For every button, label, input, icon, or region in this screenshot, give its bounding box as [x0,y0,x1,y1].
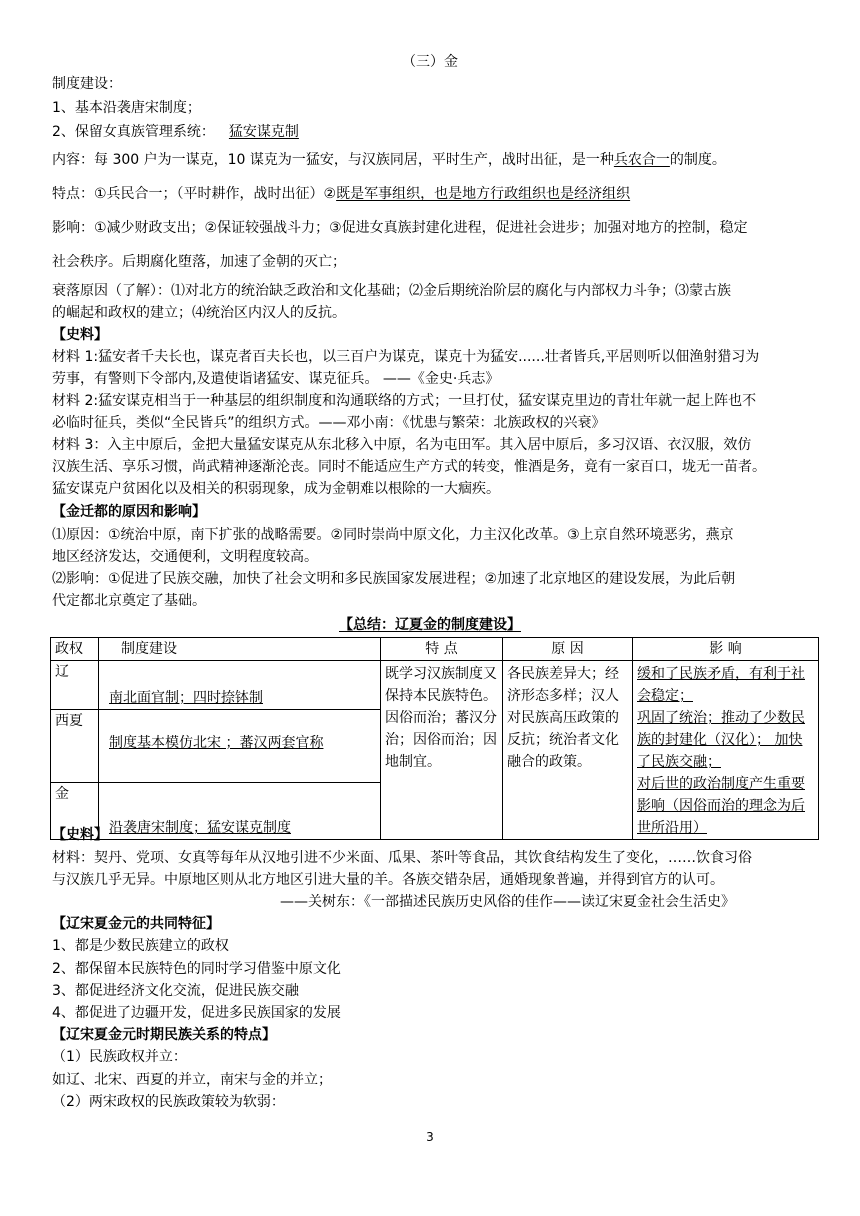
header-cell: 政权 [51,638,99,661]
table-row [51,661,819,710]
text-line: 2、都保留本民族特色的同时学习借鉴中原文化 [52,961,341,977]
text-span: 2、保留女真族管理系统： [52,124,215,140]
text-line: 猛安谋克户贫困化以及相关的积弱现象，成为金朝难以根除的一大痼疾。 [52,481,500,497]
text-line: 劳事，有警则下令部内,及遣使诣诸猛安、谋克征兵。 ——《金史·兵志》 [52,371,500,387]
regime-cell: 金 [51,782,99,839]
impact-text: 对后世的政治制度产生重要影响（因俗而治的理念为后世所沿用） [637,776,805,836]
header-cell: 影 响 [633,638,819,661]
text-line: 材料 3：入主中原后，金把大量猛安谋克从东北移入中原，名为屯田军。其入居中原后，多习汉语、衣汉服，效仿 [52,437,752,453]
text-line: 社会秩序。后期腐化堕落，加速了金朝的灭亡； [52,254,346,270]
text-line: 的崛起和政权的建立；⑷统治区内汉人的反抗。 [52,305,346,321]
key-term: 既是军事组织，也是地方行政组织也是经济组织 [336,186,631,202]
text-span: 内容：每 300 户为一谋克，10 谋克为一猛安，与汉族同居，平时生产，战时出征，是一种 [52,152,614,168]
table-header-row [51,638,819,661]
text-line: 衰落原因（了解）：⑴对北方的统治缺乏政治和文化基础；⑵金后期统治阶层的腐化与内部权力斗争；⑶蒙古族 [52,283,731,299]
text-line: 1、基本沿袭唐宋制度； [52,100,201,116]
system-text: 南北面官制；四时捺钵制 [109,689,263,706]
regime-cell: 西夏 [51,709,99,782]
key-term: 兵农合一 [613,152,670,168]
impact-text: 巩固了统治；推动了少数民族的封建化（汉化）； 加快了民族交融； [637,710,805,770]
text-line: 3、都促进经济文化交流，促进民族交融 [52,983,299,999]
text-line: 材料：契丹、党项、女真等每年从汉地引进不少米面、瓜果、茶叶等食品，其饮食结构发生了变化，……饮食习俗 [52,850,752,866]
text-line: 影响：①减少财政支出；②保证较强战斗力；③促进女真族封建化进程，促进社会进步；加强对地方的控制，稳定 [52,220,748,236]
text-line [52,122,812,142]
regime-cell: 辽 [51,661,99,710]
impact-cell [633,661,819,840]
system-cell [99,661,381,710]
text-line: （2）两宋政权的民族政策较为软弱： [52,1094,285,1110]
page-number: 3 [426,1130,434,1144]
summary-table [50,637,819,840]
header-cell: 特 点 [381,638,503,661]
text-line: 代定都北京奠定了基础。 [52,593,206,609]
header-cell: 制度建设 [99,638,381,661]
text-line: （1）民族政权并立： [52,1049,187,1065]
text-line [52,150,812,170]
text-line [52,184,812,204]
heading: 【金迁都的原因和影响】 [52,504,206,520]
citation: ——关树东：《一部描述民族历史风俗的佳作——读辽宋夏金社会生活史》 [280,894,735,910]
text-line: 与汉族几乎无异。中原地区则从北方地区引进大量的羊。各族交错杂居，通婚现象普遍，并得到官方的认可。 [52,872,724,888]
system-text: 沿袭唐宋制度；猛安谋克制度 [109,820,291,836]
text-line: ⑴原因：①统治中原，南下扩张的战略需要。②同时崇尚中原文化，力主汉化改革。③上京自然环境恶劣，燕京 [52,527,734,543]
key-term: 猛安谋克制 [228,124,299,140]
system-text: 制度基本模仿北宋 ；蕃汉两套官称 [109,734,324,751]
text-line: 材料 1:猛安者千夫长也，谋克者百夫长也，以三百户为谋克，谋克十为猛安......壮者皆兵,平居则听以佃渔射猎习为 [52,349,760,365]
system-cell [99,709,381,782]
text-line: 制度建设： [52,76,122,92]
text-line: 4、都促进了边疆开发，促进多民族国家的发展 [52,1005,341,1021]
text-span: 特点：①兵民合一；（平时耕作，战时出征）② [52,186,337,202]
reasons-cell: 各民族差异大；经济形态多样；汉人对民族高压政策的反抗；统治者文化融合的政策。 [503,661,633,840]
text-line: 地区经济发达，交通便利，文明程度较高。 [52,549,318,565]
text-line: 必临时征兵，类似“全民皆兵”的组织方式。——邓小南：《忧患与繁荣：北族政权的兴衰》 [52,415,606,431]
text-line: ⑵影响：①促进了民族交融，加快了社会文明和多民族国家发展进程；②加速了北京地区的建设发展，为此后朝 [52,571,736,587]
text-line: 如辽、北宋、西夏的并立，南宋与金的并立； [52,1072,332,1088]
table-title: 【总结：辽夏金的制度建设】 [339,617,521,633]
text-line: 材料 2:猛安谋克相当于一种基层的组织制度和沟通联络的方式；一旦打仗，猛安谋克里边的青壮年就一起上阵也不 [52,393,757,409]
text-line: 汉族生活、享乐习惯，尚武精神逐渐沦丧。同时不能适应生产方式的转变，惟酒是务，竟有一家百口，垅无一苗者。 [52,459,766,475]
impact-text: 缓和了民族矛盾，有利于社会稳定； [637,666,805,704]
heading: 【辽宋夏金元的共同特征】 [52,916,220,932]
heading: 【辽宋夏金元时期民族关系的特点】 [52,1027,276,1043]
heading: 【史料】 [52,827,108,843]
text-span: 的制度。 [669,152,726,168]
features-cell: 既学习汉族制度又保持本民族特色。因俗而治；蕃汉分治；因俗而治；因地制宜。 [381,661,503,840]
heading: 【史料】 [52,327,108,343]
header-cell: 原 因 [503,638,633,661]
section-title: （三）金 [402,54,458,70]
text-line: 1、都是少数民族建立的政权 [52,938,229,954]
